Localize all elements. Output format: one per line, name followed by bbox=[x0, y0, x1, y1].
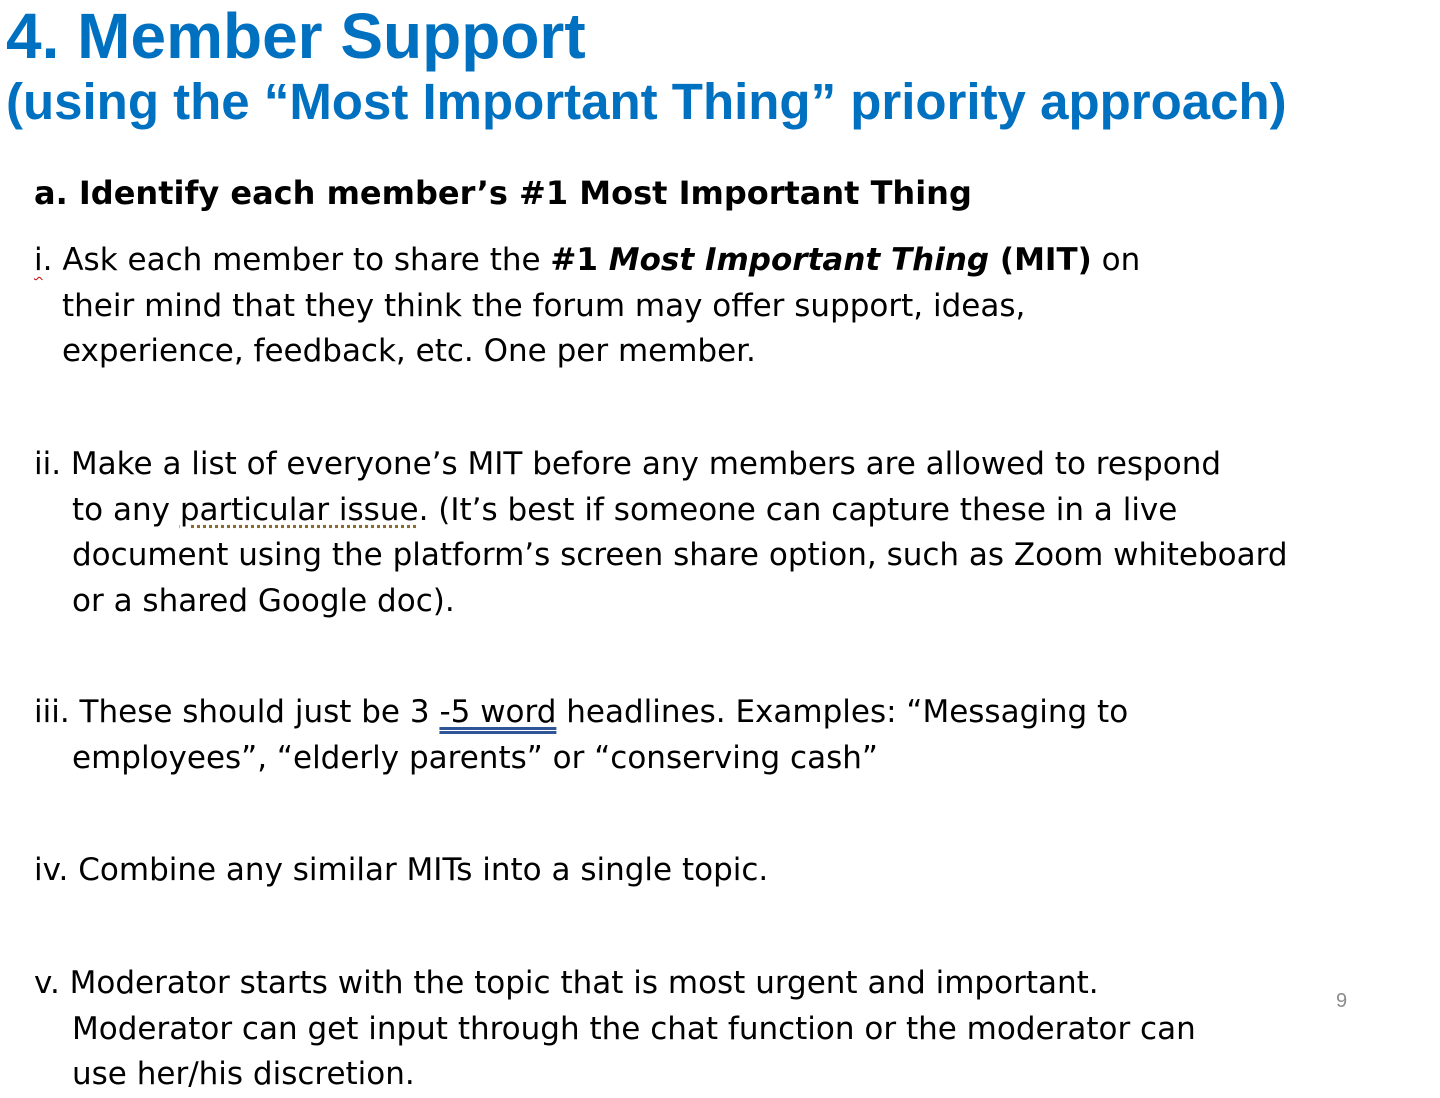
slide-title: 4. Member Support bbox=[6, 0, 586, 72]
page-number: 9 bbox=[1336, 990, 1348, 1012]
item-i-line-3: experience, feedback, etc. One per member. bbox=[62, 333, 756, 369]
section-heading: a. Identify each member’s #1 Most Important Thing bbox=[34, 174, 972, 212]
item-i-line-2: their mind that they think the forum may offer support, ideas, bbox=[62, 287, 1026, 324]
item-ii-line-2 bbox=[34, 488, 1288, 534]
item-iii-line-1-post: headlines. Examples: “Messaging to bbox=[556, 694, 1129, 730]
list-item-iii bbox=[34, 690, 1128, 781]
list-item-ii bbox=[34, 442, 1288, 624]
list-item-v bbox=[34, 961, 1196, 1098]
item-ii-line-2-pre: to any bbox=[72, 491, 180, 528]
item-i-number: #1 bbox=[550, 242, 609, 278]
item-i-mit-abbr: (MIT) bbox=[989, 242, 1092, 278]
item-iii-line-1 bbox=[34, 690, 1128, 736]
item-iii-line-2: employees”, “elderly parents” or “conserving cash” bbox=[72, 739, 878, 776]
slide-subtitle: (using the “Most Important Thing” priority approach) bbox=[6, 73, 1287, 130]
particular-issue-link[interactable]: particular issue bbox=[179, 491, 419, 528]
item-i-lead: . Ask each member to share the bbox=[42, 242, 551, 278]
item-i-marker: i bbox=[34, 242, 43, 278]
item-ii-line-3: document using the platform’s screen share option, such as Zoom whiteboard bbox=[72, 537, 1288, 573]
list-item-i bbox=[34, 238, 1140, 375]
item-ii-line-2-post: . (It’s best if someone can capture these in a live bbox=[418, 491, 1178, 528]
item-i-line-1 bbox=[34, 238, 1140, 284]
item-ii-line-1: ii. Make a list of everyone’s MIT before any members are allowed to respond bbox=[34, 446, 1222, 482]
item-iii-line-1-pre: iii. These should just be 3 bbox=[34, 694, 440, 730]
item-v-line-1: v. Moderator starts with the topic that is most urgent and important. bbox=[34, 965, 1099, 1001]
item-iv-line-1: iv. Combine any similar MITs into a single topic. bbox=[34, 852, 769, 888]
grammar-mark[interactable]: -5 word bbox=[439, 694, 557, 730]
item-i-after: on bbox=[1091, 242, 1141, 278]
item-v-line-3: use her/his discretion. bbox=[72, 1056, 415, 1092]
item-i-mit-phrase: Most Important Thing bbox=[608, 242, 990, 278]
item-ii-line-4: or a shared Google doc). bbox=[72, 582, 455, 619]
list-item-iv bbox=[34, 848, 768, 894]
item-v-line-2: Moderator can get input through the chat function or the moderator can bbox=[72, 1010, 1196, 1047]
